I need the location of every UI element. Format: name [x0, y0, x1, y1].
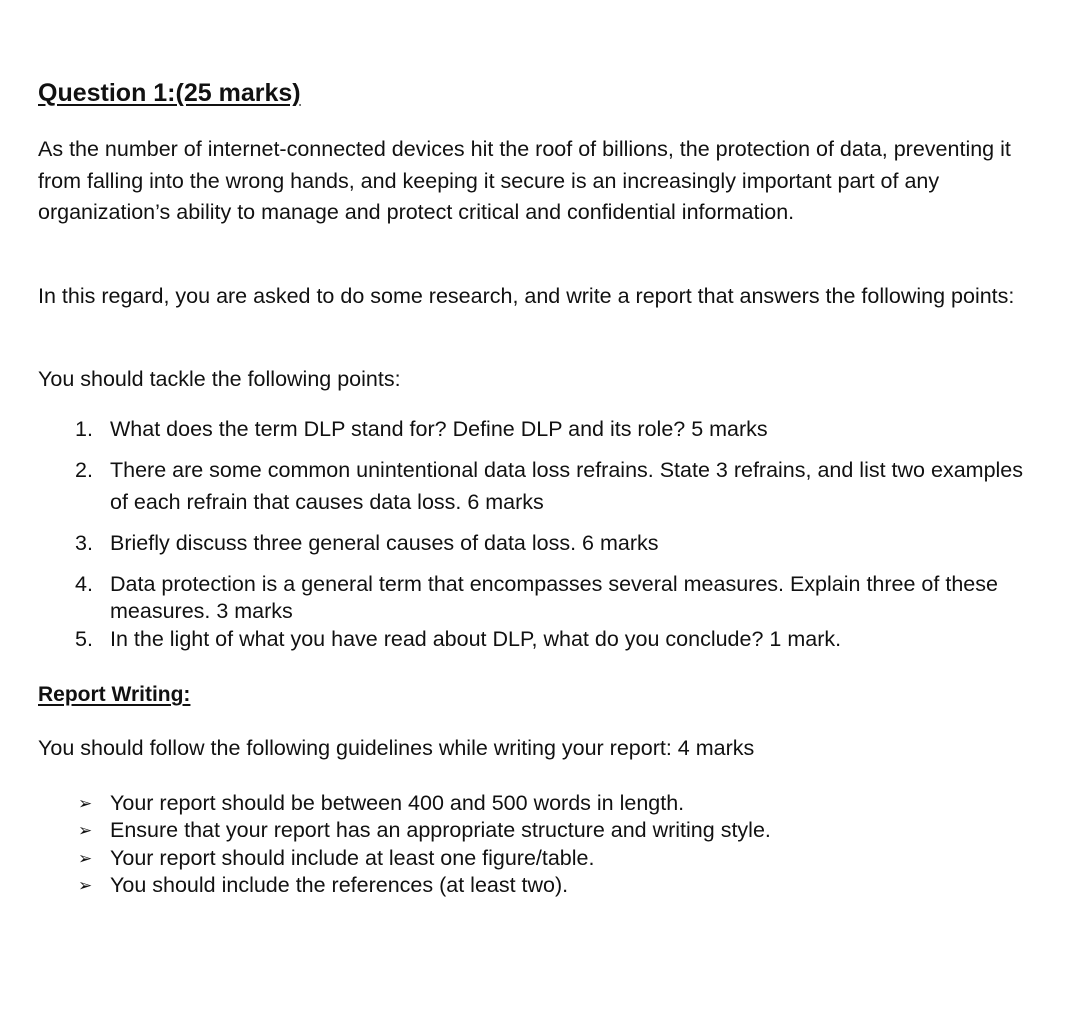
arrow-bullet-icon: ➢ [78, 849, 93, 868]
guideline-item [78, 790, 978, 817]
report-writing-heading: Report Writing: [38, 683, 191, 706]
point-item [75, 455, 1035, 518]
point-number: 2. [75, 458, 93, 482]
guideline-text: You should include the references (at least two). [110, 873, 569, 897]
intro-paragraph: As the number of internet-connected devices hit the roof of billions, the protection of data, preventing it from falling into the wrong hands, and keeping it secure is an increasingly important part of any organization’s ability to manage and protect critical and confidential information. [38, 137, 1011, 224]
arrow-bullet-icon: ➢ [78, 821, 93, 840]
arrow-bullet-icon: ➢ [78, 876, 93, 895]
point-number: 4. [75, 572, 93, 596]
point-item [75, 624, 1035, 656]
arrow-bullet-icon: ➢ [78, 794, 93, 813]
tackle-paragraph: You should tackle the following points: [38, 367, 401, 391]
guidelines-paragraph: You should follow the following guidelines while writing your report: 4 marks [38, 736, 755, 760]
point-item [75, 414, 1035, 446]
guideline-text: Your report should include at least one figure/table. [110, 846, 595, 870]
question-heading: Question 1:(25 marks) [38, 79, 301, 107]
guideline-item [78, 817, 978, 844]
point-item [75, 528, 1035, 560]
guideline-text: Your report should be between 400 and 500 words in length. [110, 791, 685, 815]
point-text: Briefly discuss three general causes of data loss. 6 marks [110, 531, 659, 555]
point-text: What does the term DLP stand for? Define DLP and its role? 5 marks [110, 417, 768, 441]
point-text: Data protection is a general term that encompasses several measures. Explain three of these measures. 3 marks [110, 572, 998, 623]
point-text: There are some common unintentional data loss refrains. State 3 refrains, and list two examples of each refrain that causes data loss. 6 marks [110, 458, 1024, 514]
guideline-item [78, 845, 978, 872]
point-item [75, 571, 1035, 625]
guideline-item [78, 872, 978, 899]
point-number: 3. [75, 531, 93, 555]
guideline-text: Ensure that your report has an appropriate structure and writing style. [110, 818, 771, 842]
point-text: In the light of what you have read about DLP, what do you conclude? 1 mark. [110, 627, 842, 651]
point-number: 5. [75, 627, 93, 651]
regard-paragraph: In this regard, you are asked to do some research, and write a report that answers the following points: [38, 284, 1015, 308]
point-number: 1. [75, 417, 93, 441]
